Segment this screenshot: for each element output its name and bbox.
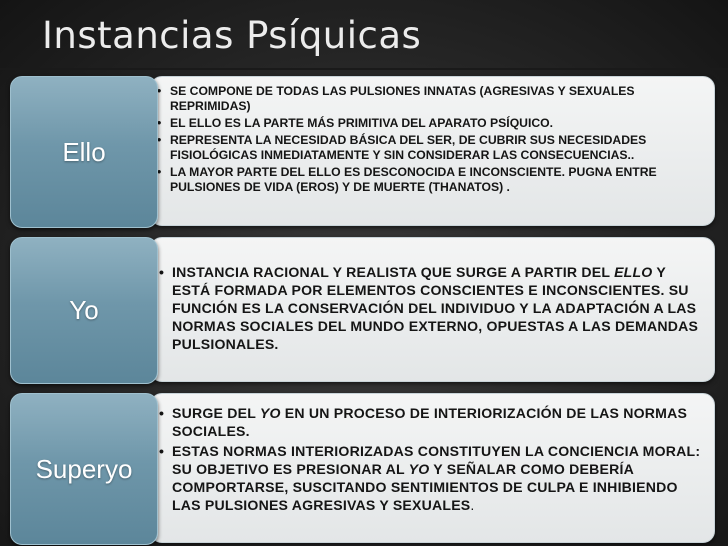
bullet-text: EN UN PROCESO DE INTERIORIZACIÓN DE LAS NORMAS SOCIALES.: [172, 405, 688, 439]
bullet-italic-text: ELLO: [614, 264, 653, 280]
superyo-content: [150, 393, 715, 543]
superyo-bullet-2: [159, 442, 702, 514]
bullet-text: ESTAS NORMAS INTERIORIZADAS CONSTITUYEN LA CONCIENCIA MORAL: SU OBJETIVO ES PRESIONAR AL: [172, 443, 701, 477]
ello-bullet-1: [157, 84, 704, 114]
ello-bullet-4: [157, 165, 704, 195]
superyo-bullet-1: [159, 404, 702, 440]
yo-label: Yo: [69, 295, 99, 325]
bullet-text: REPRESENTA LA NECESIDAD BÁSICA DEL SER, DE CUBRIR SUS NECESIDADES FISIOLÓGICAS INMEDIATAMENTE Y SIN CONSIDERAR LAS CONSECUENCIAS..: [170, 133, 647, 162]
bullet-italic-text: YO: [408, 461, 430, 477]
bullet-text: SE COMPONE DE TODAS LAS PULSIONES INNATAS (AGRESIVAS Y SEXUALES REPRIMIDAS): [170, 84, 635, 113]
superyo-label-box: [10, 393, 158, 545]
bullet-text: LA MAYOR PARTE DEL ELLO ES DESCONOCIDA E INCONSCIENTE. PUGNA ENTRE PULSIONES DE VIDA (EROS) Y DE MUERTE (THANATOS) .: [170, 165, 657, 194]
bullet-text: Y SEÑALAR COMO DEBERÍA COMPORTARSE, SUSCITANDO SENTIMIENTOS DE CULPA E INHIBIENDO LAS PULSIONES AGRESIVAS Y SEXUALES: [172, 461, 678, 513]
bullet-text: Y ESTÁ FORMADA POR ELEMENTOS CONSCIENTES E INCONSCIENTES. SU FUNCIÓN ES LA CONSERVACIÓN DEL INDIVIDUO Y LA ADAPTACIÓN A LAS NORMAS SOCIALES DEL MUNDO EXTERNO, OPUESTAS A LAS DEMANDAS PULSIONALES.: [172, 264, 699, 352]
bullet-period: .: [470, 497, 475, 513]
yo-content: [150, 237, 715, 382]
bullet-italic-text: YO: [259, 405, 281, 421]
ello-label: Ello: [62, 136, 106, 167]
yo-bullet-1: [159, 263, 700, 353]
title-divider: [0, 68, 728, 70]
page-title: Instancias Psíquicas: [42, 14, 422, 57]
yo-label-box: [10, 237, 158, 384]
yo-bullet-list: [159, 263, 700, 353]
superyo-label: Superyo: [35, 453, 133, 484]
superyo-bullet-list: [159, 404, 702, 514]
ello-bullet-2: [157, 116, 704, 131]
ello-label-box: [10, 76, 158, 228]
ello-content: [150, 76, 715, 226]
ello-bullet-list: [157, 84, 704, 195]
ello-bullet-3: [157, 133, 704, 163]
bullet-text: INSTANCIA RACIONAL Y REALISTA QUE SURGE A PARTIR DEL: [172, 264, 615, 280]
bullet-text: EL ELLO ES LA PARTE MÁS PRIMITIVA DEL APARATO PSÍQUICO.: [170, 116, 554, 130]
bullet-text: SURGE DEL: [172, 405, 260, 421]
